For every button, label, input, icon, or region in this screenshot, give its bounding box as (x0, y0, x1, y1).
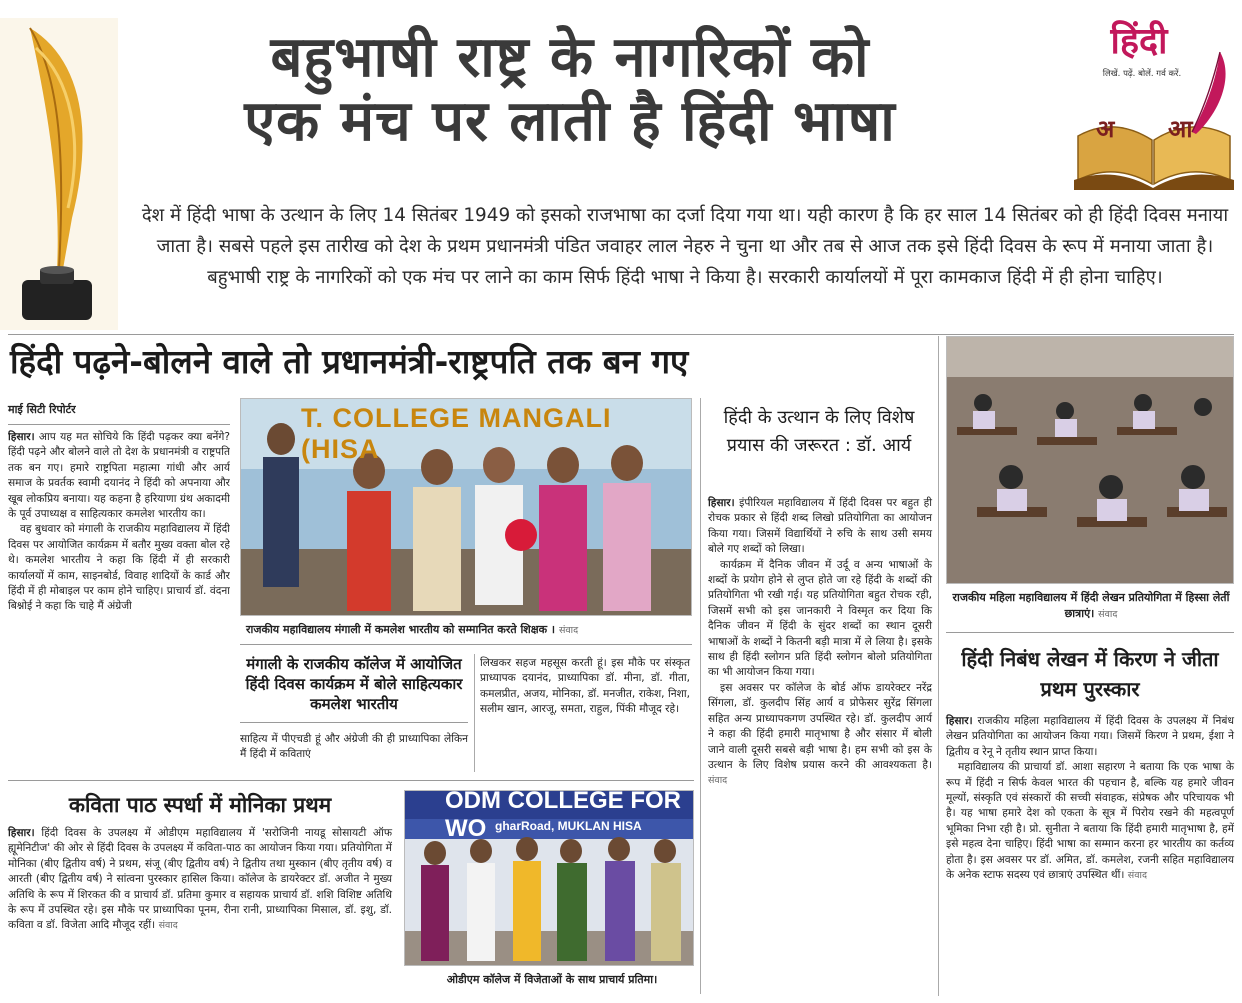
kiran-story-body (946, 714, 1234, 883)
kiran-paragraph-2 (946, 760, 1234, 883)
kiran-source: संवाद (1127, 870, 1148, 882)
logo-letter-a: अ (1096, 115, 1115, 143)
kiran-paragraph-1: राजकीय महिला महाविद्यालय में हिंदी दिवस के उपलक्ष्य में निबंध लेखन प्रतियोगिता का आयोजन किया गया। जिसमें किरण ने प्रथम, ईशा ने द्वितीय व रेनू ने तृतीय स्थान प्राप्त किया। (946, 715, 1234, 758)
feather-icon (1192, 52, 1226, 134)
dateline: हिसार। (8, 827, 35, 839)
kiran-paragraph-2-text: महाविद्यालय की प्राचार्या डॉ. आशा सहारण ने बताया कि एक भाषा के रूप में हिंदी न सिर्फ केवल भारत की पहचान है, बल्कि यह हमारे जीवन मूल्यों, संस्कृति एवं संस्कारों की सच्ची संवाहक, संप्रेषक और परिचायक भी है। यह भाषा हमारे देश को एकता के सूत्र में पिरोय रखने की महत्वपूर्ण भूमिका निभा रही है। प्रो. सुनीता ने बताया कि हिंदी हमारी मातृभाषा है, हमें इसे महत्व देना चाहिए। हिंदी भाषा का सम्मान करना हर भारतीय का कर्तव्य होता है। इस अवसर पर डॉ. अमित, डॉ. कमलेश, रजनी सहित महाविद्यालय के अनेक स्टाफ सदस्य एवं छात्राएं उपस्थित थीं। (946, 761, 1234, 882)
dateline: हिसार। (8, 431, 35, 443)
main-story-headline: हिंदी पढ़ने-बोलने वाले तो प्रधानमंत्री-राष्ट्रपति तक बन गए (10, 342, 689, 381)
dateline: हिसार। (708, 497, 735, 509)
odm-photo-caption: ओडीएम कॉलेज में विजेताओं के साथ प्राचार्य प्रतिमा। (446, 973, 658, 986)
arya-paragraph-3-text: इस अवसर पर कॉलेज के बोर्ड ऑफ डायरेक्टर नरेंद्र सिंगला, डॉ. कुलदीप सिंह आर्य व प्रोफेसर सुरेंद्र सिंगला सहित अन्य प्राध्यापकगण उपस्थित रहे। डॉ. कुलदीप आर्य ने कहा की हिंदी हमारी मातृभाषा है और संसार में बोली जाने वाली दूसरी सबसे बड़ी भाषा है। हम सभी को इस के उत्थान के लिए विशेष प्रयास करने की आवश्यकता है। (708, 681, 932, 771)
arya-source: संवाद (708, 775, 728, 787)
kavita-story-headline: कविता पाठ स्पर्धा में मोनिका प्रथम (68, 793, 332, 817)
logo-tagline: लिखें. पढ़ें. बोलें. गर्व करें. (1102, 69, 1182, 79)
divider (240, 722, 468, 723)
column-divider (938, 336, 939, 996)
column-divider (474, 654, 475, 772)
dateline: हिसार। (946, 715, 973, 727)
logo-letter-aa: आ (1168, 115, 1193, 143)
arya-paragraph-1: इंपीरियल महाविद्यालय में हिंदी दिवस पर बहुत ही रोचक प्रकार से हिंदी शब्द लिखो प्रतियोगिता का आयोजन किया गया। जिसमें विद्यार्थियों ने रुचि के साथ उसी समय बोले गए शब्दों को लिखा। (708, 497, 932, 556)
hindi-logo (1070, 16, 1238, 194)
main-story-paragraph-1: आप यह मत सोचिये कि हिंदी पढ़कर क्या बनेंगे? हिंदी पढ़ने और बोलने वाले तो देश के प्रधानमंत्री व राष्ट्रपति तक बन गए। हमारे राष्ट्रपिता महात्मा गांधी और आर्य समाज के प्रवर्तक स्वामी दयानंद ने हिंदी को अपनाया और खूब लोकप्रिय बनाया। यह कहना है हरियाणा ग्रंथ अकादमी के पूर्व उपाध्यक्ष व साहित्यकार कमलेश भारतीय का। (8, 431, 230, 521)
arya-paragraph-3 (708, 681, 932, 789)
photo-caption (246, 622, 692, 639)
photo-caption-text: राजकीय महाविद्यालय मंगाली में कमलेश भारतीय को सम्मानित करते शिक्षक । (246, 623, 556, 636)
odm-college-photo (404, 790, 694, 966)
photo-banner-text: T. COLLEGE MANGALI (HISA (301, 403, 612, 464)
kavita-paragraph-1: हिंदी दिवस के उपलक्ष्य में ओडीएम महाविद्यालय में 'सरोजिनी नायडू सोसायटी ऑफ ह्यूमेनिटीज' की ओर से हिंदी दिवस के उपलक्ष्य में कविता-पाठ का आयोजन किया गया। प्रतियोगिता में मोनिका (बीए द्वितीय वर्ष) ने प्रथम, संजू (बीए द्वितीय वर्ष) ने द्वितीय तथा मुस्कान (बीए तृतीय वर्ष) व आरती (बीए द्वितीय वर्ष) ने सांत्वना पुरस्कार हासिल किया। कॉलेज के डायरेक्टर डॉ. अजीत ने मुख्य अतिथि के रूप में शिरकत की व प्राचार्य डॉ. प्रतिमा कुमार व सहायक प्राचार्य डॉ. शशि विशिष्ट अतिथि के रूप में उपस्थित रहे। इस मौके पर प्राध्यापिका पूनम, रीना रानी, प्राध्यापिका मिसाल, डॉ. इशु, डॉ. कविता व डॉ. विजेता आदि मौजूद रहीं। (8, 827, 392, 932)
main-story-paragraph-4: लिखकर सहज महसूस करती हूं। इस मौके पर संस्कृत प्राध्यापक दयानंद, प्राध्यापिका डॉ. मीना, डॉ. गीता, कमलप्रीत, अजय, मोनिका, डॉ. मनजीत, राकेश, निशा, सलीम खान, आरजू, समता, राहुल, पिंकी मौजूद रहे। (480, 657, 690, 716)
divider (8, 334, 1234, 335)
odm-banner-text: ODM COLLEGE FOR WO (445, 790, 681, 842)
kavita-story-body (8, 826, 392, 934)
mangali-college-photo (240, 398, 692, 616)
main-story-column-1 (8, 430, 230, 650)
divider (240, 644, 692, 645)
page-headline (130, 26, 1010, 154)
divider (946, 632, 1234, 633)
exam-hall-photo (946, 336, 1234, 584)
kavita-source: संवाद (158, 920, 178, 932)
headline-line-1: बहुभाषी राष्ट्र के नागरिकों को (270, 25, 870, 90)
pull-quote: मंगाली के राजकीय कॉलेज में आयोजित हिंदी दिवस कार्यक्रम में बोले साहित्यकार कमलेश भारतीय (245, 655, 463, 713)
divider (8, 424, 230, 425)
exam-photo-caption-text: राजकीय महिला महाविद्यालय में हिंदी लेखन प्रतियोगिता में हिस्सा लेतीं छात्राएं। (952, 591, 1230, 620)
column-divider (700, 398, 701, 994)
logo-word: हिंदी (1110, 21, 1168, 62)
exam-photo-source: संवाद (1098, 609, 1118, 620)
odm-banner-subtext: gharRoad, MUKLAN HISA (495, 819, 642, 833)
divider (8, 780, 694, 781)
exam-photo-caption (950, 590, 1232, 623)
quill-inkwell-illustration (0, 18, 118, 330)
byline: माई सिटी रिपोर्टर (8, 403, 76, 416)
intro-text: देश में हिंदी भाषा के उत्थान के लिए 14 सितंबर 1949 को इसको राजभाषा का दर्जा दिया गया था। यही कारण है कि हर साल 14 सितंबर को ही हिंदी दिवस मनाया जाता है। सबसे पहले इस तारीख को देश के प्रथम प्रधानमंत्री पंडित जवाहर लाल नेहरु ने चुना था और तब से आज तक इसे हिंदी दिवस के रूप में मनाया जाता है। बहुभाषी राष्ट्र के नागरिकों को एक मंच पर लाने का काम सिर्फ हिंदी भाषा ने किया है। सरकारी कार्यालयों में पूरा कामकाज हिंदी में ही होना चाहिए। (141, 205, 1229, 288)
main-story-paragraph-3: साहित्य में पीएचडी हूं और अंग्रेजी की ही प्राध्यापिका लेकिन मैं हिंदी में कविताएं (240, 733, 468, 761)
headline-line-2: एक मंच पर लाती है हिंदी भाषा (244, 89, 896, 154)
main-story-paragraph-2: वह बुधवार को मंगाली के राजकीय महाविद्यालय में हिंदी दिवस पर आयोजित कार्यक्रम में बतौर मुख्य वक्ता बोल रहे थे। कमलेश भारतीय ने कहा कि हिंदी में ही सरकारी कार्यालयों में काम, साइनबोर्ड, विवाह शादियों के कार्ड और हिंदी में ही मोबाइल पर काम होने चाहिए। प्राचार्य डॉ. वंदना बिश्नोई ने कहा कि चाहे मैं अंग्रेजी (8, 523, 230, 613)
kiran-story-headline: हिंदी निबंध लेखन में किरण ने जीता प्रथम पुरस्कार (961, 647, 1219, 701)
arya-paragraph-2: कार्यक्रम में दैनिक जीवन में उर्दू व अन्य भाषाओं के शब्दों के प्रयोग होने से लुप्त होते जा रहे हिंदी के शब्दों की प्रतियोगिता भी रखी गई। यह प्रतियोगिता बहुत रोचक रही, जिसमें सभी को इस जानकारी ने विस्मृत कर दिया कि दैनिक जीवन में हिंदी के सुंदर शब्दों का स्थान दूसरी भाषाओं के शब्दों ने कितनी बड़ी मात्रा में ले लिया है। इसके साथ ही हिंदी स्लोगन प्रति हिंदी स्लोगन बोलो प्रतियोगिता का भी आयोजन किया गया। (708, 558, 932, 679)
arya-story-headline: हिंदी के उत्थान के लिए विशेष प्रयास की जरूरत : डॉ. आर्य (723, 407, 915, 456)
arya-story-body (708, 496, 932, 789)
photo-source: संवाद (558, 625, 579, 636)
